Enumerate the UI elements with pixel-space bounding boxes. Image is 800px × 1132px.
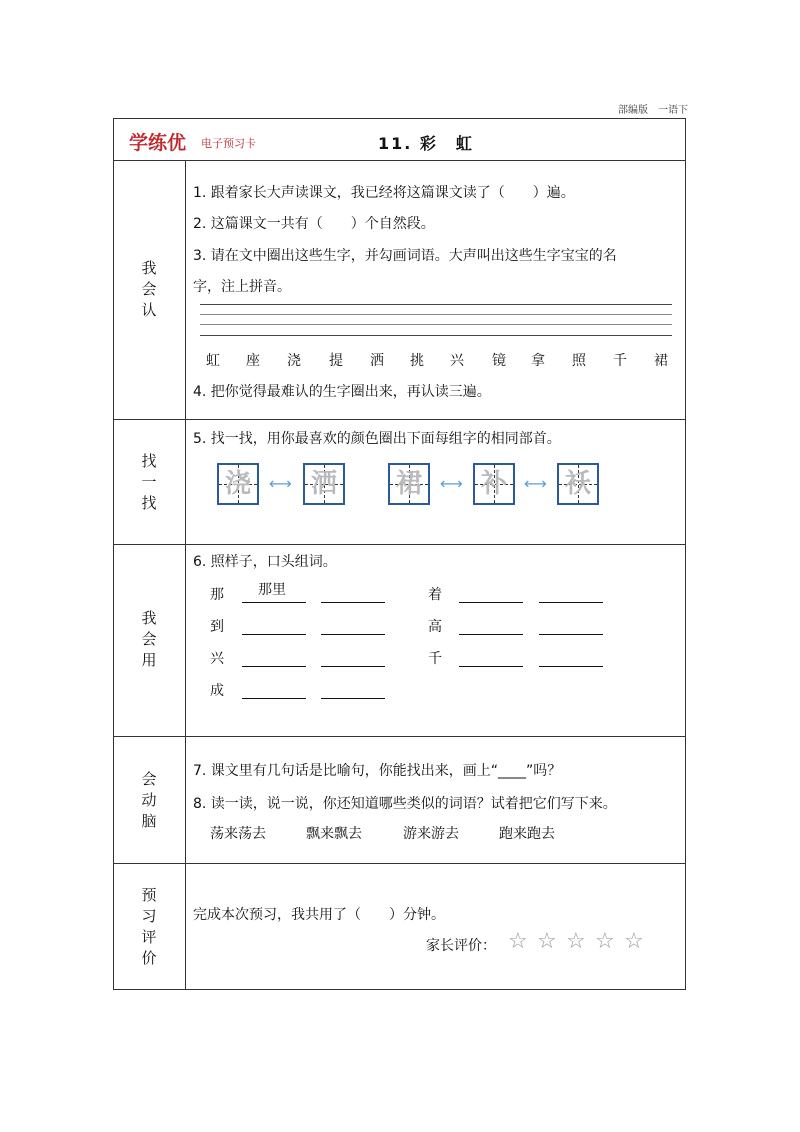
star-icon[interactable]: ☆ xyxy=(508,929,528,954)
section-label-evaluation: 预 习 评 价 xyxy=(141,886,157,967)
row-divider xyxy=(113,419,686,420)
answer-blank xyxy=(459,584,523,603)
question-2: 2. 这篇课文一共有（ ）个自然段。 xyxy=(193,216,435,232)
character: 镜 xyxy=(492,353,506,369)
tian-grid-box xyxy=(388,463,430,505)
example-phrase: 跑来跑去 xyxy=(499,826,555,842)
character: 座 xyxy=(246,353,260,369)
question-6: 6. 照样子，口头组词。 xyxy=(193,554,337,570)
word-char: 高 xyxy=(428,619,442,635)
answer-blank xyxy=(321,616,385,635)
question-7: 7. 课文里有几句话是比喻句，你能找出来，画上“____”吗？ xyxy=(193,763,562,779)
column-divider xyxy=(185,160,186,990)
answer-blank xyxy=(321,648,385,667)
character: 挑 xyxy=(410,353,424,369)
character: 洒 xyxy=(370,353,384,369)
character: 兴 xyxy=(450,353,464,369)
star-icon[interactable]: ☆ xyxy=(537,929,557,954)
pinyin-line xyxy=(200,304,672,305)
answer-blank xyxy=(459,616,523,635)
star-icon[interactable]: ☆ xyxy=(624,929,644,954)
double-arrow-icon: ⟷ xyxy=(269,474,292,493)
answer-blank xyxy=(321,584,385,603)
pinyin-line xyxy=(200,324,672,325)
word-char: 千 xyxy=(428,651,442,667)
answer-blank xyxy=(539,584,603,603)
row-divider xyxy=(113,544,686,545)
answer-blank xyxy=(242,584,306,603)
answer-blank xyxy=(459,648,523,667)
grid-character: 洒 xyxy=(310,469,337,499)
section-label-think: 会 动 脑 xyxy=(141,770,157,830)
answer-blank xyxy=(321,680,385,699)
lesson-title: 11. 彩 虹 xyxy=(378,134,474,153)
edition-label: 部编版 一语下 xyxy=(618,105,688,116)
pinyin-line xyxy=(200,335,672,336)
pinyin-line xyxy=(200,314,672,315)
word-char: 兴 xyxy=(210,651,224,667)
parent-rating-label: 家长评价： xyxy=(426,938,496,954)
example-phrase: 游来游去 xyxy=(403,826,459,842)
question-3-continued: 字，注上拼音。 xyxy=(193,279,291,295)
row-divider xyxy=(113,863,686,864)
character: 照 xyxy=(572,353,586,369)
example-word: 那里 xyxy=(258,582,286,598)
section-label-use: 我 会 用 xyxy=(141,609,157,669)
answer-blank xyxy=(242,616,306,635)
row-divider xyxy=(113,160,686,161)
question-8: 8. 读一读，说一说，你还知道哪些类似的词语？试着把它们写下来。 xyxy=(193,796,617,812)
example-phrase: 飘来飘去 xyxy=(306,826,362,842)
time-spent-text: 完成本次预习，我共用了（ ）分钟。 xyxy=(193,907,445,923)
answer-blank xyxy=(242,680,306,699)
example-phrase: 荡来荡去 xyxy=(210,826,266,842)
tian-grid-box xyxy=(557,463,599,505)
character: 虹 xyxy=(206,353,220,369)
section-label-find: 找 一 找 xyxy=(141,452,157,512)
grid-character: 裙 xyxy=(395,469,422,499)
star-icon[interactable]: ☆ xyxy=(595,929,615,954)
character: 浇 xyxy=(287,353,301,369)
brand-logo: 学练优 xyxy=(129,132,187,154)
grid-character: 袄 xyxy=(564,469,591,499)
tian-grid-box xyxy=(217,463,259,505)
word-char: 那 xyxy=(210,587,224,603)
row-divider xyxy=(113,736,686,737)
answer-blank xyxy=(539,648,603,667)
question-5: 5. 找一找，用你最喜欢的颜色圈出下面每组字的相同部首。 xyxy=(193,431,561,447)
tian-grid-box xyxy=(303,463,345,505)
word-char: 到 xyxy=(210,619,224,635)
character: 拿 xyxy=(531,353,545,369)
question-1: 1. 跟着家长大声读课文，我已经将这篇课文读了（ ）遍。 xyxy=(193,185,575,201)
double-arrow-icon: ⟷ xyxy=(440,474,463,493)
question-4: 4. 把你觉得最难认的生字圈出来，再认读三遍。 xyxy=(193,384,491,400)
grid-character: 浇 xyxy=(224,469,251,499)
character: 千 xyxy=(613,353,627,369)
answer-blank xyxy=(242,648,306,667)
double-arrow-icon: ⟷ xyxy=(524,474,547,493)
card-subtitle: 电子预习卡 xyxy=(201,137,256,150)
question-3: 3. 请在文中圈出这些生字，并勾画词语。大声叫出这些生字宝宝的名 xyxy=(193,248,617,264)
word-char: 成 xyxy=(210,683,224,699)
section-label-recognize: 我 会 认 xyxy=(141,259,157,319)
answer-blank xyxy=(539,616,603,635)
character: 提 xyxy=(329,353,343,369)
word-char: 着 xyxy=(428,587,442,603)
star-icon[interactable]: ☆ xyxy=(566,929,586,954)
character: 裙 xyxy=(654,353,668,369)
tian-grid-box xyxy=(473,463,515,505)
grid-character: 补 xyxy=(480,469,507,499)
